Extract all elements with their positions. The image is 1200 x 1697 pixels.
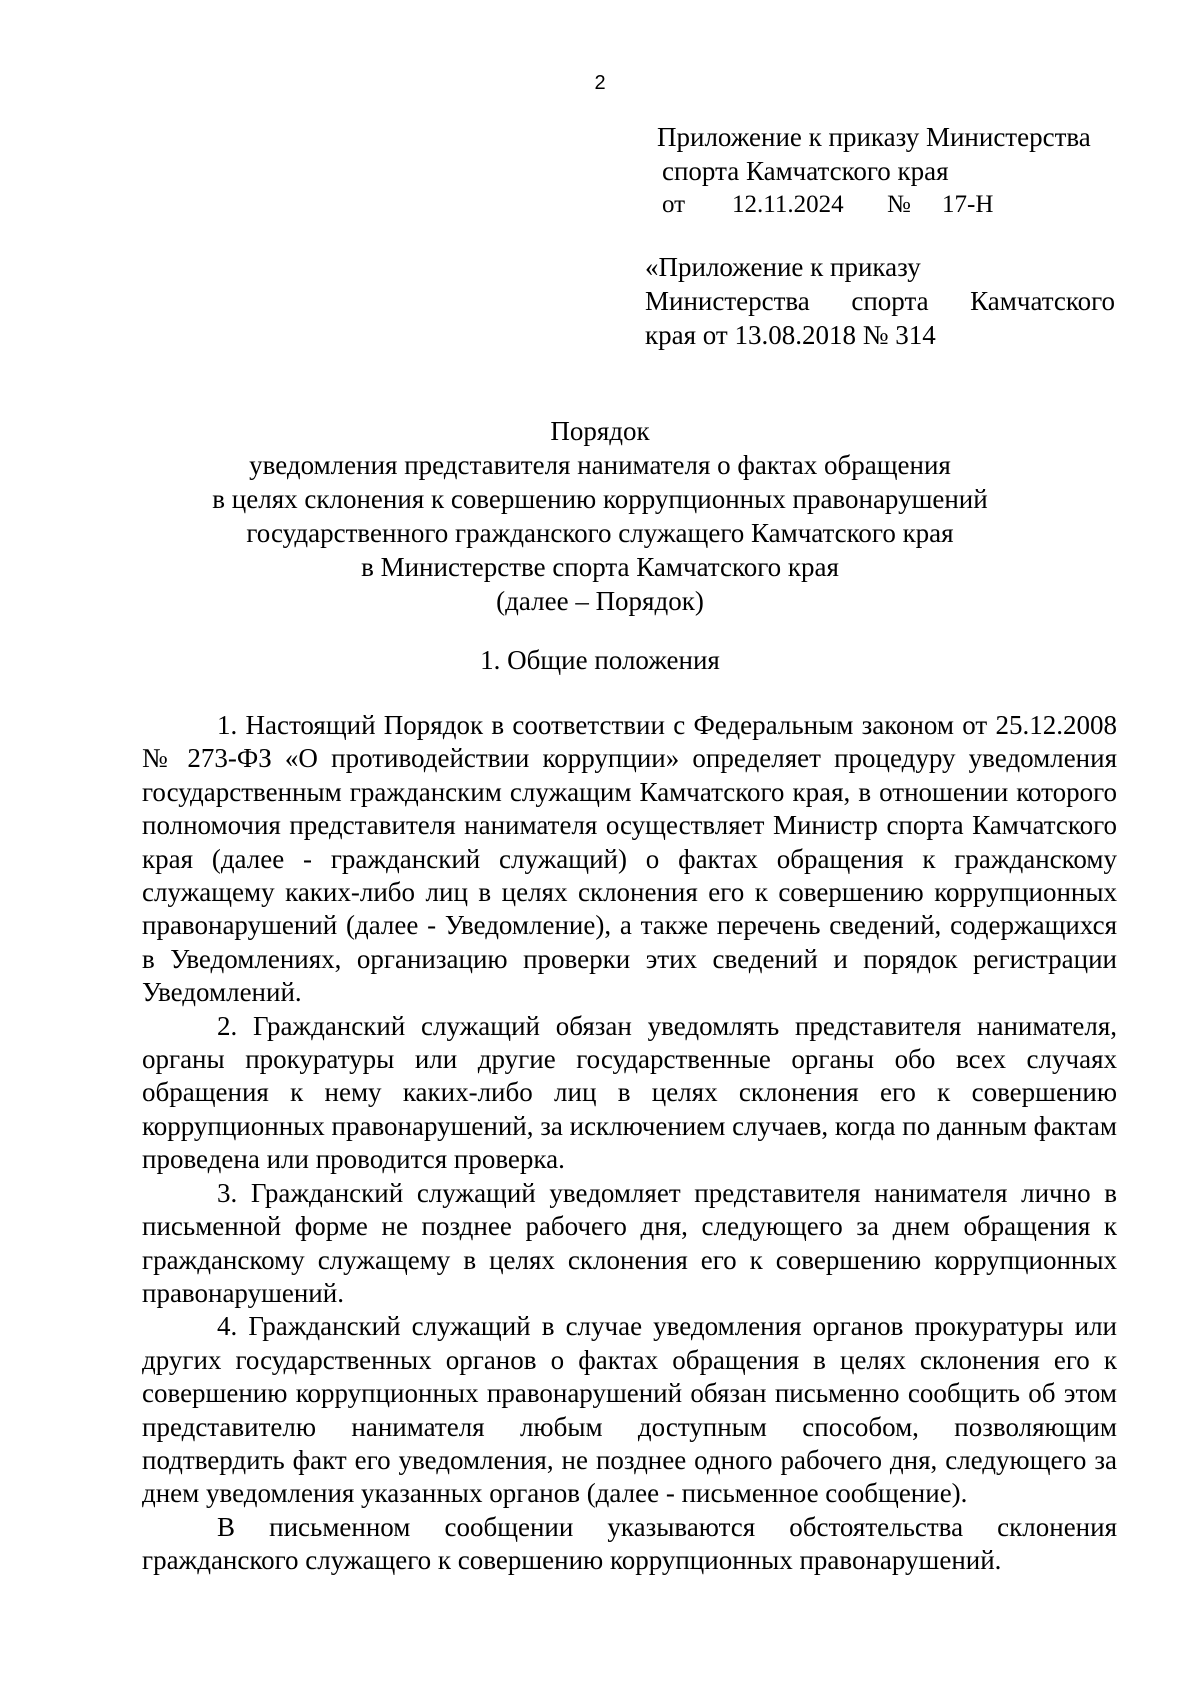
appendix-header-line1: Приложение к приказу Министерства: [657, 122, 1091, 152]
page-number: 2: [594, 72, 606, 94]
order-number: 17-Н: [942, 191, 994, 218]
title-line4: государственного гражданского служащего Камчатского края: [246, 518, 954, 548]
title-line5: в Министерстве спорта Камчатского края: [361, 552, 839, 582]
document-title: [0, 414, 1200, 618]
previous-appendix-reference: [645, 250, 1115, 352]
order-date: 12.11.2024: [732, 191, 844, 218]
appendix-header: [657, 120, 1091, 222]
prev-appendix-line3: края от 13.08.2018 № 314: [645, 320, 936, 350]
paragraph-2: 2. Гражданский служащий обязан уведомлять представителя нанимателя, органы прокуратуры или другие государственные органы обо всех случаях обращения к нему каких-либо лиц в целях склонения его к совершению коррупционных правонарушений, за исключением случаев, когда по данным фактам проведена или проводится проверка.: [142, 1010, 1118, 1175]
body-text: [142, 709, 1117, 1578]
title-line3: в целях склонения к совершению коррупционных правонарушений: [212, 484, 988, 514]
paragraph-3: 3. Гражданский служащий уведомляет представителя нанимателя лично в письменной форме не позднее рабочего дня, следующего за днем обращения к гражданскому служащему в целях склонения его к совершению коррупционных правонарушений.: [142, 1177, 1117, 1308]
paragraph-4: 4. Гражданский служащий в случае уведомления органов прокуратуры или других государственных органов о фактах обращения в целях склонения его к совершению коррупционных правонарушений обязан письменно сообщить об этом представителю нанимателя любым доступным способом, позволяющим подтвердить факт его уведомления, не позднее одного рабочего дня, следующего за днем уведомления указанных органов (далее - письменное сообщение).: [142, 1311, 1117, 1509]
appendix-header-order-details: [657, 188, 1091, 222]
number-sign: №: [887, 191, 911, 218]
from-label: от: [662, 191, 686, 218]
title-line6: (далее – Порядок): [496, 586, 704, 616]
title-line2: уведомления представителя нанимателя о фактах обращения: [249, 450, 951, 480]
title-line1: Порядок: [550, 416, 650, 446]
prev-appendix-line1: «Приложение к приказу: [645, 252, 921, 282]
paragraph-1: 1. Настоящий Порядок в соответствии с Федеральным законом от 25.12.2008 № 273-ФЗ «О противодействии коррупции» определяет процедуру уведомления государственным гражданским служащим Камчатского края, в отношении которого полномочия представителя нанимателя осуществляет Министр спорта Камчатского края (далее - гражданский служащий) о фактах обращения к гражданскому служащему каких-либо лиц в целях склонения его к совершению коррупционных правонарушений (далее - Уведомление), а также перечень сведений, содержащихся в Уведомлениях, организацию проверки этих сведений и порядок регистрации Уведомлений.: [142, 710, 1117, 1008]
section-title: 1. Общие положения: [480, 645, 720, 675]
paragraph-5: В письменном сообщении указываются обстоятельства склонения гражданского служащего к совершению коррупционных правонарушений.: [142, 1511, 1117, 1576]
prev-appendix-line2: Министерства спорта Камчатского: [645, 286, 1115, 316]
appendix-header-line2: спорта Камчатского края: [662, 156, 949, 186]
